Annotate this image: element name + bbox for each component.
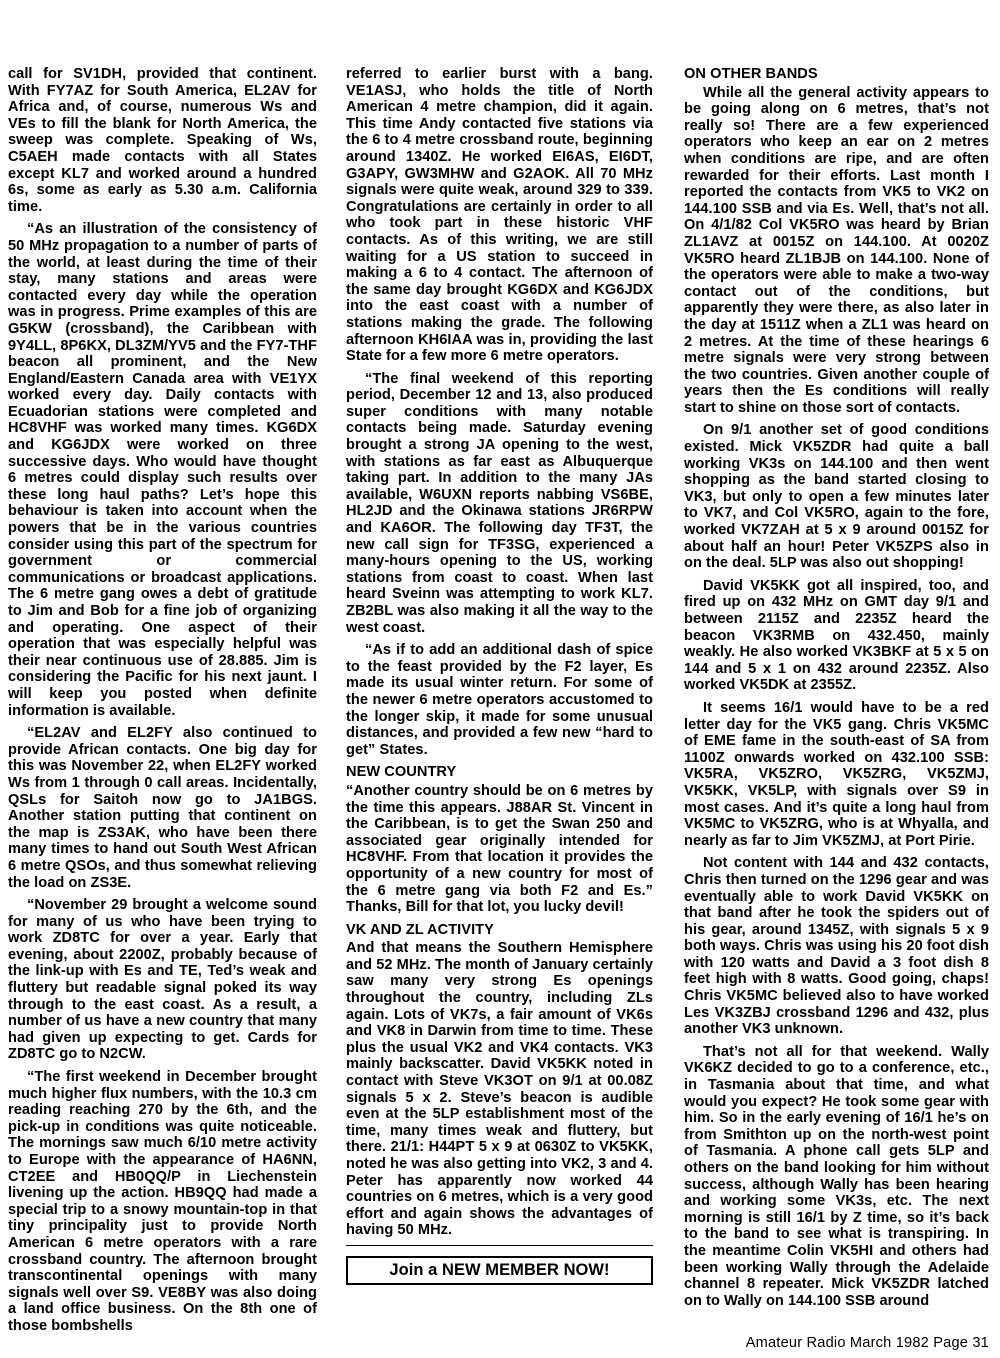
paragraph: “November 29 brought a welcome sound for many of us who have been trying to work ZD8TC for over a year. Early that evening, about 2200Z, probably because of the link-up with Es and TE, Ted’s weak and fluttery but readable signal poked its way through to the east coast. As a result, a number of us have a new country that many had given up expecting to get. Cards for ZD8TC go to N2CW. [8, 897, 317, 1063]
join-member-banner: Join a NEW MEMBER NOW! [346, 1256, 653, 1285]
paragraph: “The first weekend in December brought much higher flux numbers, with the 10.3 cm reading reaching 270 by the 6th, and the pick-up in conditions was quite noticeable. The mornings saw much 6/10 metre activity to Europe with the appearance of HA6NN, CT2EE and HB0QQ/P in Liechenstein livening up the action. HB9QQ had made a special trip to a snowy mountain-top in that tiny principality just to provide North American 6 metre operators with a rare crossband country. The afternoon brought transcontinental openings with many signals well over S9. VE8BY was also doing a land office business. On the 8th one of those bombshells [8, 1069, 317, 1334]
paragraph: “As if to add an additional dash of spice to the feast provided by the F2 layer, Es made its usual winter return. For some of the newer 6 metre operators accustomed to the longer skip, it made for some unusual distances, and provided a few new “hard to get” States. [346, 642, 653, 758]
paragraph: “The final weekend of this reporting period, December 12 and 13, also produced super conditions with many notable contacts being made. Saturday evening brought a strong JA opening to the west, with stations as far east as Albuquerque taking part. In addition to the many JAs available, W6UXN reports nabbing VS6BE, HL2JD and the Okinawa stations JR6RPW and KA6OR. The following day TF3T, the new call sign for TF3SG, experienced a many-hours opening to the US, working stations from coast to coast. When last heard Sveinn was attempting to work KL7. ZB2BL was also making it all the way to the west coast. [346, 370, 653, 636]
column-left [8, 66, 317, 1341]
divider [346, 1245, 653, 1246]
section-heading-other-bands: ON OTHER BANDS [684, 66, 818, 82]
paragraph: call for SV1DH, provided that continent. With FY7AZ for South America, EL2AV for Africa and, of course, numerous Ws and VEs to fill the blank for North America, the sweep was complete. Speaking of Ws, C5AEH made contacts with all States except KL7 and worked around a hundred 6s, some as early as 5.30 a.m. California time. [8, 66, 317, 215]
paragraph: That’s not all for that weekend. Wally VK6KZ decided to go to a conference, etc., in Tasmania about that time, and what would you expect? He took some gear with him. So in the early evening of 16/1 he’s on from Smithton up on the north-west point of Tasmania. A phone call gets 5LP and others on the band looking for him without success, although Wally has been hearing and working some VK3s, etc. The next morning is still 16/1 by Z time, so it’s back to the band to see what is transpiring. In the meantime Colin VK5HI and others had been working Wally through the Adelaide channel 8 repeater. Mick VK5ZDR latched on to Wally on 144.100 SSB around [684, 1043, 989, 1309]
section-heading-new-country: NEW COUNTRY [346, 764, 457, 781]
page-footer: Amateur Radio March 1982 Page 31 [745, 1335, 989, 1351]
paragraph: “Another country should be on 6 metres by the time this appears. J88AR St. Vincent in the Caribbean, is to get the Swan 250 and associated gear originally intended for HC8VHF. From that location it provides the opportunity of a new country for most of the 6 metre gang via both F2 and Es.” Thanks, Bill for that lot, you lucky devil! [346, 782, 653, 916]
paragraph: “As an illustration of the consistency of 50 MHz propagation to a number of parts of the world, at least during the time of their stay, many stations and areas were contacted every day while the operation was in progress. Prime examples of this are G5KW (crossband), the Caribbean with 9Y4LL, 8P6KX, DL3ZM/YV5 and the FY7-THF beacon all prominent, and the New England/Eastern Canada area with VE1YX worked every day. Daily contacts with Ecuadorian stations were completed and HC8VHF was worked many times. KG6DX and KG6JDX were worked on three successive days. Who would have thought 6 metres could display such results over these long haul paths? Let’s hope this behaviour is taken into account when the powers that be in the various countries consider using this part of the spectrum for government or commercial communications or broadcast applications. The 6 metre gang owes a debt of gratitude to Jim and Bob for a fine job of organizing and operating. One aspect of their operation that was especially helpful was their near continuous use of 28.885. Jim is considering the Pacific for his next jaunt. I will keep you posted when definite information is available. [8, 221, 317, 719]
paragraph: referred to earlier burst with a bang. VE1ASJ, who holds the title of North American 4 metre champion, did it again. This time Andy contacted five stations via the 6 to 4 metre crossband route, beginning around 1340Z. He worked EI6AS, EI6DT, G3APY, GW3MHW and G2AOK. All 70 MHz signals were quite weak, around 329 to 339. Congratulations are certainly in order to all who took part in these historic VHF contacts. As of this writing, we are still waiting for a US station to succeed in making a 6 to 4 contact. The afternoon of the same day brought KG6DX and KG6JDX into the east coast with a number of stations making the grade. The following afternoon KH6IAA was in, providing the last State for a few more 6 metre operators. [346, 66, 653, 365]
paragraph: Not content with 144 and 432 contacts, Chris then turned on the 1296 gear and was eventually able to work David VK5KK on that band after he took the spiders out of his gear, around 1345Z, with signals 5 x 9 both ways. Chris was using his 20 foot dish with 120 watts and David a 3 foot dish 8 feet high with 8 watts. Good going, chaps! Chris VK5MC believed also to have worked Les VK3ZBJ crossband 1296 and 432, plus another VK3 unknown. [684, 855, 989, 1038]
section-heading-vk-zl-activity: VK AND ZL ACTIVITY [346, 921, 494, 938]
paragraph: David VK5KK got all inspired, too, and fired up on 432 MHz on GMT day 9/1 and between 2115Z and 2235Z heard the beacon VK3RMB on 432.450, mainly weakly. He also worked VK3BKF at 5 x 5 on 144 and 5 x 1 on 432 around 2235Z. Also worked VK5DK at 2355Z. [684, 577, 989, 694]
paragraph: And that means the Southern Hemisphere and 52 MHz. The month of January certainly saw many very strong Es openings throughout the country, including ZLs again. Lots of VK7s, a fair amount of VK6s and VK8 in Darwin from time to time. These plus the usual VK2 and VK4 contacts. VK3 mainly backscatter. David VK5KK noted in contact with Steve VK3OT on 9/1 at 00.08Z signals 5 x 2. Steve’s beacon is audible even at the 5LP establishment most of the time, many times weak and fluttery, but there. 21/1: H44PT 5 x 9 at 0630Z to VK5KK, noted he was also getting into VK2, 3 and 4. Peter has apparently now worked 44 countries on 6 metres, which is a very good effort and again shows the advantages of having 50 MHz. [346, 940, 654, 1239]
paragraph: “EL2AV and EL2FY also continued to provide African contacts. One big day for this was November 22, when EL2FY worked Ws from 1 through 0 call areas. Incidentally, QSLs for Saitoh now go to JA1BGS. Another station putting that continent on the map is ZS3AK, who have been there many times to hand out South West African 6 metre QSOs, and thus somewhat relieving the load on ZS3E. [8, 725, 317, 891]
column-right [684, 66, 989, 1315]
paragraph: It seems 16/1 would have to be a red letter day for the VK5 gang. Chris VK5MC of EME fame in the south-east of SA from 1100Z onwards worked on 432.100 SSB: VK5RA, VK5ZRO, VK5ZRG, VK5ZMJ, VK5KK, VK5LP, with signals over S9 in most cases. And it’s quite a long haul from VK5MC to VK5ZRG, who is at Whyalla, and nearly as far to Jim VK5ZMJ, at Port Pirie. [684, 699, 989, 849]
column-middle [346, 66, 653, 1285]
paragraph: On 9/1 another set of good conditions existed. Mick VK5ZDR had quite a ball working VK3s on 144.100 and then went shopping as the band started closing to VK3, but only to open a few minutes later to VK7, and Col VK5RO, again to the fore, worked VK7ZAH at 5 x 9 around 0015Z for about half an hour! Peter VK5ZPS also in on the deal. 5LP was also out shopping! [684, 422, 989, 572]
paragraph: While all the general activity appears to be going along on 6 metres, that’s not really so! There are a few experienced operators who keep an ear on 2 metres when conditions are ripe, and are often rewarded for their efforts. Last month I reported the contacts from VK5 to VK2 on 144.100 SSB and via Es. Well, that’s not all. On 4/1/82 Col VK5RO was heard by Brian ZL1AVZ at 0015Z on 144.100. At 0020Z VK5RO heard ZL1BJB on 144.100. None of the operators were able to make a two-way contact out of the conditions, but apparently they were there, as also later in the day at 1511Z when a ZL1 was heard on 2 metres. At the time of these hearings 6 metre signals were very strong between the two countries. Given another couple of years then the Es conditions will really start to shine on those sort of contacts. [684, 84, 989, 416]
